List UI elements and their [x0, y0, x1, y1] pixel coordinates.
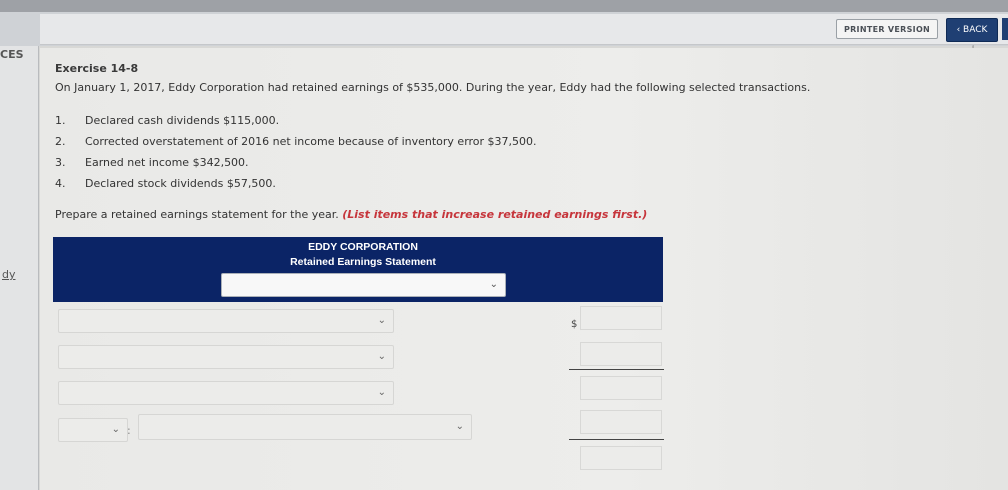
chevron-down-icon: ⌄ — [377, 386, 386, 398]
subtotal-rule — [569, 369, 664, 370]
amount-input-3[interactable] — [580, 376, 662, 400]
instruction-text: Prepare a retained earnings statement for the year. — [55, 208, 339, 221]
transaction-item — [55, 135, 537, 148]
transaction-number: 1. — [55, 114, 66, 127]
printer-version-button[interactable]: PRINTER VERSION — [836, 19, 938, 39]
account-select-2[interactable] — [58, 345, 394, 369]
statement-date-select[interactable] — [221, 273, 506, 297]
chevron-down-icon: ⌄ — [377, 350, 386, 362]
account-select-4[interactable] — [138, 414, 472, 440]
currency-symbol: $ — [571, 319, 578, 330]
transaction-number: 3. — [55, 156, 66, 169]
transaction-text: Declared stock dividends $57,500. — [85, 177, 276, 190]
toolbar-edge — [1002, 18, 1008, 40]
account-select-3[interactable] — [58, 381, 394, 405]
chevron-down-icon: ⌄ — [111, 423, 120, 435]
amount-input-1[interactable] — [580, 306, 662, 330]
separator-colon: : — [127, 424, 131, 437]
amount-input-2[interactable] — [580, 342, 662, 366]
transaction-text: Earned net income $342,500. — [85, 156, 249, 169]
transaction-item — [55, 156, 249, 169]
amount-input-5[interactable] — [580, 446, 662, 470]
total-rule — [569, 439, 664, 440]
amount-input-4[interactable] — [580, 410, 662, 434]
transaction-item — [55, 177, 276, 190]
exercise-title: Exercise 14-8 — [55, 62, 139, 75]
transaction-text: Declared cash dividends $115,000. — [85, 114, 280, 127]
chevron-down-icon: ⌄ — [377, 314, 386, 326]
top-strip — [0, 0, 1008, 12]
company-name: EDDY CORPORATION — [308, 241, 418, 253]
transaction-text: Corrected overstatement of 2016 net income because of inventory error $37,500. — [85, 135, 537, 148]
exercise-intro: On January 1, 2017, Eddy Corporation had retained earnings of $535,000. During the year, Eddy had the following selected transactions. — [55, 81, 811, 94]
instruction-hint: (List items that increase retained earnings first.) — [342, 208, 648, 221]
sidebar-link[interactable]: dy — [2, 268, 16, 281]
back-button[interactable]: ‹ BACK — [946, 18, 998, 42]
transaction-number: 4. — [55, 177, 66, 190]
statement-title: Retained Earnings Statement — [290, 256, 436, 268]
transaction-number: 2. — [55, 135, 66, 148]
account-select-1[interactable] — [58, 309, 394, 333]
instruction — [55, 208, 647, 221]
transaction-item — [55, 114, 279, 127]
sidebar-tab-label[interactable]: CES — [0, 48, 24, 61]
chevron-down-icon: ⌄ — [489, 278, 498, 290]
operator-select[interactable] — [58, 418, 128, 442]
chevron-down-icon: ⌄ — [455, 420, 464, 432]
